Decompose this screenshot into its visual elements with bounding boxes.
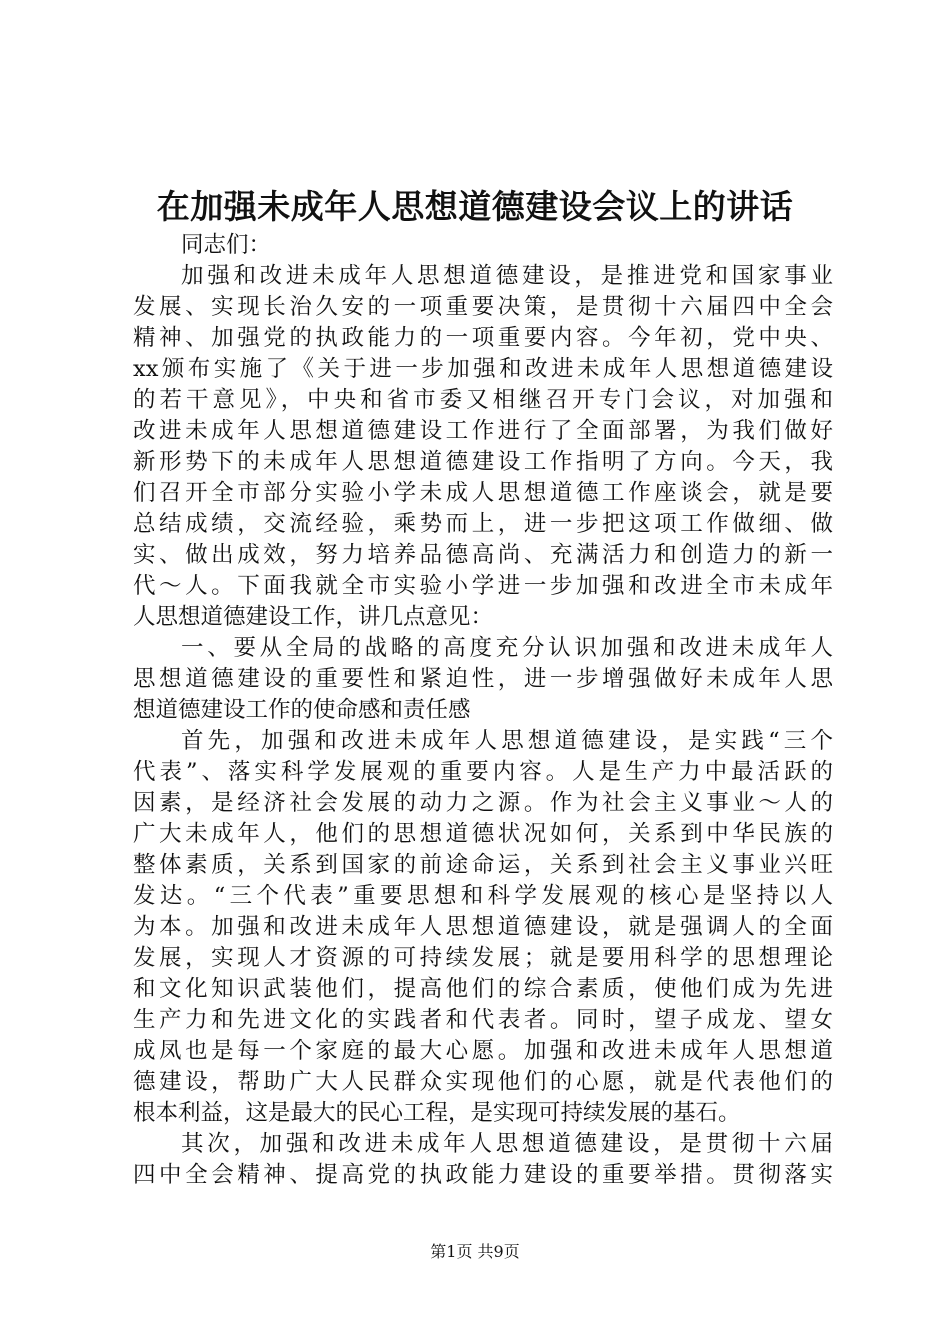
body-line: 根本利益，这是最大的民心工程，是实现可持续发展的基石。 [133, 1100, 741, 1126]
body-line: 发展，实现人才资源的可持续发展；就是要用科学的思想理论 [133, 945, 833, 971]
body-line: 生产力和先进文化的实践者和代表者。同时，望子成龙、望女 [133, 1007, 833, 1033]
body-line: 新形势下的未成年人思想道德建设工作指明了方向。今天，我 [133, 449, 833, 475]
body-line: 四中全会精神、提高党的执政能力建设的重要举措。贯彻落实 [133, 1162, 833, 1188]
body-line: 人思想道德建设工作，讲几点意见： [133, 604, 494, 630]
body-line: 因素，是经济社会发展的动力之源。作为社会主义事业～人的 [133, 790, 833, 816]
body-line: 代～人。下面我就全市实验小学进一步加强和改进全市未成年 [133, 573, 833, 599]
body-line: 整体素质，关系到国家的前途命运，关系到社会主义事业兴旺 [133, 852, 833, 878]
body-line: 总结成绩，交流经验，乘势而上，进一步把这项工作做细、做 [133, 511, 833, 537]
body-line: 其次，加强和改进未成年人思想道德建设，是贯彻十六届 [181, 1131, 833, 1157]
document-body [133, 230, 833, 1191]
body-line: 德建设，帮助广大人民群众实现他们的心愿，就是代表他们的 [133, 1069, 833, 1095]
body-line: 和文化知识武装他们，提高他们的综合素质，使他们成为先进 [133, 976, 833, 1002]
page-footer: 第1页 共9页 [430, 1242, 520, 1261]
body-line: 发达。“三个代表”重要思想和科学发展观的核心是坚持以人 [133, 883, 833, 909]
body-line: 的若干意见》，中央和省市委又相继召开专门会议，对加强和 [133, 387, 833, 413]
body-line: 一、要从全局的战略的高度充分认识加强和改进未成年人 [181, 635, 833, 661]
body-line: 广大未成年人，他们的思想道德状况如何，关系到中华民族的 [133, 821, 833, 847]
body-line: 代表”、落实科学发展观的重要内容。人是生产力中最活跃的 [133, 759, 833, 785]
body-line: 精神、加强党的执政能力的一项重要内容。今年初，党中央、 [133, 325, 833, 351]
body-line: xx颁布实施了《关于进一步加强和改进未成年人思想道德建设 [133, 356, 833, 382]
body-line: 加强和改进未成年人思想道德建设，是推进党和国家事业 [181, 263, 833, 289]
body-line: 为本。加强和改进未成年人思想道德建设，就是强调人的全面 [133, 914, 833, 940]
body-line: 发展、实现长治久安的一项重要决策，是贯彻十六届四中全会 [133, 294, 833, 320]
body-line: 思想道德建设的重要性和紧迫性，进一步增强做好未成年人思 [133, 666, 833, 692]
body-line: 们召开全市部分实验小学未成人思想道德工作座谈会，就是要 [133, 480, 833, 506]
body-line: 实、做出成效，努力培养品德高尚、充满活力和创造力的新一 [133, 542, 833, 568]
body-line: 想道德建设工作的使命感和责任感 [133, 697, 471, 723]
body-line: 成凤也是每一个家庭的最大心愿。加强和改进未成年人思想道 [133, 1038, 833, 1064]
body-line: 首先，加强和改进未成年人思想道德建设，是实践“三个 [181, 728, 833, 754]
body-line: 改进未成年人思想道德建设工作进行了全面部署，为我们做好 [133, 418, 833, 444]
document-title: 在加强未成年人思想道德建设会议上的讲话 [156, 187, 794, 226]
body-line: 同志们： [181, 232, 272, 258]
